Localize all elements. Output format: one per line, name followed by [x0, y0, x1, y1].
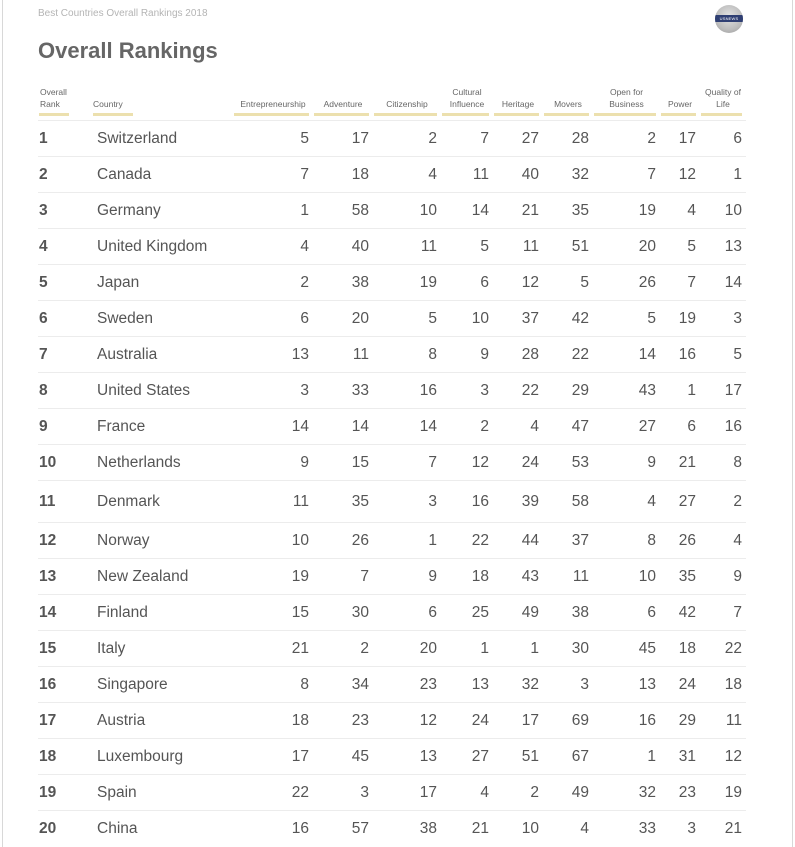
heritage-cell: 40 [493, 157, 543, 193]
country-cell: Canada [83, 157, 233, 193]
column-header-underline [494, 113, 539, 116]
rank-cell: 11 [38, 481, 83, 523]
cultural-influence-cell: 11 [441, 157, 493, 193]
entrepreneurship-cell: 13 [233, 337, 313, 373]
table-row [38, 337, 746, 373]
power-cell: 4 [660, 193, 700, 229]
movers-cell: 42 [543, 301, 593, 337]
table-row [38, 739, 746, 775]
country-cell: Australia [83, 337, 233, 373]
cultural-influence-cell: 18 [441, 559, 493, 595]
header-row [38, 80, 746, 121]
citizenship-cell: 13 [373, 739, 441, 775]
power-cell: 27 [660, 481, 700, 523]
entrepreneurship-cell: 8 [233, 667, 313, 703]
quality-of-life-cell: 19 [700, 775, 746, 811]
heritage-cell: 1 [493, 631, 543, 667]
rank-cell: 17 [38, 703, 83, 739]
adventure-cell: 14 [313, 409, 373, 445]
table-row [38, 667, 746, 703]
entrepreneurship-cell: 11 [233, 481, 313, 523]
citizenship-cell: 7 [373, 445, 441, 481]
adventure-cell: 17 [313, 121, 373, 157]
open-for-business-cell: 10 [593, 559, 660, 595]
table-row [38, 445, 746, 481]
power-cell: 31 [660, 739, 700, 775]
table-row [38, 595, 746, 631]
column-header-underline [234, 113, 309, 116]
adventure-cell: 2 [313, 631, 373, 667]
page-border-left [2, 0, 3, 847]
column-header-heritage [493, 80, 543, 121]
column-header-label: Movers [554, 99, 582, 109]
movers-cell: 4 [543, 811, 593, 847]
quality-of-life-cell: 21 [700, 811, 746, 847]
quality-of-life-cell: 13 [700, 229, 746, 265]
citizenship-cell: 17 [373, 775, 441, 811]
column-header-adventure [313, 80, 373, 121]
table-body [38, 121, 746, 847]
power-cell: 3 [660, 811, 700, 847]
table-row [38, 559, 746, 595]
column-header-underline [39, 113, 69, 116]
heritage-cell: 32 [493, 667, 543, 703]
column-header-cultural-influence [441, 80, 493, 121]
table-row [38, 157, 746, 193]
cultural-influence-cell: 12 [441, 445, 493, 481]
entrepreneurship-cell: 17 [233, 739, 313, 775]
power-cell: 17 [660, 121, 700, 157]
heritage-cell: 27 [493, 121, 543, 157]
power-cell: 16 [660, 337, 700, 373]
adventure-cell: 35 [313, 481, 373, 523]
entrepreneurship-cell: 3 [233, 373, 313, 409]
country-cell: France [83, 409, 233, 445]
rank-cell: 13 [38, 559, 83, 595]
country-cell: China [83, 811, 233, 847]
heritage-cell: 43 [493, 559, 543, 595]
open-for-business-cell: 6 [593, 595, 660, 631]
table-row [38, 229, 746, 265]
movers-cell: 38 [543, 595, 593, 631]
quality-of-life-cell: 4 [700, 523, 746, 559]
logo-band: USNEWS [715, 15, 743, 22]
heritage-cell: 24 [493, 445, 543, 481]
open-for-business-cell: 4 [593, 481, 660, 523]
open-for-business-cell: 8 [593, 523, 660, 559]
column-header-label: Power [667, 99, 693, 109]
entrepreneurship-cell: 2 [233, 265, 313, 301]
quality-of-life-cell: 6 [700, 121, 746, 157]
power-cell: 7 [660, 265, 700, 301]
country-cell: New Zealand [83, 559, 233, 595]
quality-of-life-cell: 12 [700, 739, 746, 775]
heritage-cell: 49 [493, 595, 543, 631]
power-cell: 6 [660, 409, 700, 445]
entrepreneurship-cell: 4 [233, 229, 313, 265]
table-row [38, 193, 746, 229]
cultural-influence-cell: 7 [441, 121, 493, 157]
table-row [38, 373, 746, 409]
rank-cell: 12 [38, 523, 83, 559]
entrepreneurship-cell: 9 [233, 445, 313, 481]
citizenship-cell: 10 [373, 193, 441, 229]
entrepreneurship-cell: 16 [233, 811, 313, 847]
table-row [38, 523, 746, 559]
entrepreneurship-cell: 10 [233, 523, 313, 559]
adventure-cell: 30 [313, 595, 373, 631]
cultural-influence-cell: 24 [441, 703, 493, 739]
citizenship-cell: 16 [373, 373, 441, 409]
quality-of-life-cell: 3 [700, 301, 746, 337]
cultural-influence-cell: 21 [441, 811, 493, 847]
power-cell: 24 [660, 667, 700, 703]
movers-cell: 29 [543, 373, 593, 409]
cultural-influence-cell: 4 [441, 775, 493, 811]
adventure-cell: 7 [313, 559, 373, 595]
rank-cell: 19 [38, 775, 83, 811]
adventure-cell: 58 [313, 193, 373, 229]
quality-of-life-cell: 7 [700, 595, 746, 631]
heritage-cell: 37 [493, 301, 543, 337]
open-for-business-cell: 1 [593, 739, 660, 775]
adventure-cell: 57 [313, 811, 373, 847]
country-cell: Switzerland [83, 121, 233, 157]
country-cell: Japan [83, 265, 233, 301]
table-row [38, 409, 746, 445]
citizenship-cell: 38 [373, 811, 441, 847]
entrepreneurship-cell: 1 [233, 193, 313, 229]
rank-cell: 4 [38, 229, 83, 265]
open-for-business-cell: 14 [593, 337, 660, 373]
heritage-cell: 51 [493, 739, 543, 775]
entrepreneurship-cell: 7 [233, 157, 313, 193]
column-header-entrepreneurship [233, 80, 313, 121]
power-cell: 12 [660, 157, 700, 193]
country-cell: Netherlands [83, 445, 233, 481]
country-cell: Luxembourg [83, 739, 233, 775]
entrepreneurship-cell: 18 [233, 703, 313, 739]
column-header-label: Country [93, 99, 123, 109]
table-row [38, 265, 746, 301]
citizenship-cell: 20 [373, 631, 441, 667]
page-subtitle: Best Countries Overall Rankings 2018 [38, 8, 208, 19]
open-for-business-cell: 45 [593, 631, 660, 667]
heritage-cell: 44 [493, 523, 543, 559]
movers-cell: 67 [543, 739, 593, 775]
quality-of-life-cell: 8 [700, 445, 746, 481]
rank-cell: 18 [38, 739, 83, 775]
rank-cell: 15 [38, 631, 83, 667]
rank-cell: 5 [38, 265, 83, 301]
quality-of-life-cell: 1 [700, 157, 746, 193]
column-header-country [83, 80, 233, 121]
open-for-business-cell: 20 [593, 229, 660, 265]
column-header-underline [93, 113, 133, 116]
power-cell: 21 [660, 445, 700, 481]
heritage-cell: 28 [493, 337, 543, 373]
table-row [38, 301, 746, 337]
column-header-underline [544, 113, 589, 116]
quality-of-life-cell: 2 [700, 481, 746, 523]
cultural-influence-cell: 5 [441, 229, 493, 265]
cultural-influence-cell: 16 [441, 481, 493, 523]
rank-cell: 14 [38, 595, 83, 631]
power-cell: 29 [660, 703, 700, 739]
citizenship-cell: 2 [373, 121, 441, 157]
heritage-cell: 12 [493, 265, 543, 301]
cultural-influence-cell: 3 [441, 373, 493, 409]
column-header-label: Adventure [323, 99, 363, 109]
movers-cell: 37 [543, 523, 593, 559]
column-header-underline [661, 113, 696, 116]
country-cell: Singapore [83, 667, 233, 703]
movers-cell: 28 [543, 121, 593, 157]
citizenship-cell: 12 [373, 703, 441, 739]
column-header-open-for-business [593, 80, 660, 121]
citizenship-cell: 3 [373, 481, 441, 523]
page-title: Overall Rankings [38, 38, 218, 63]
movers-cell: 22 [543, 337, 593, 373]
country-cell: United Kingdom [83, 229, 233, 265]
country-cell: Italy [83, 631, 233, 667]
quality-of-life-cell: 17 [700, 373, 746, 409]
movers-cell: 32 [543, 157, 593, 193]
power-cell: 19 [660, 301, 700, 337]
column-header-underline [374, 113, 437, 116]
heritage-cell: 17 [493, 703, 543, 739]
open-for-business-cell: 33 [593, 811, 660, 847]
adventure-cell: 45 [313, 739, 373, 775]
citizenship-cell: 6 [373, 595, 441, 631]
page-border-right [792, 0, 793, 847]
open-for-business-cell: 26 [593, 265, 660, 301]
adventure-cell: 40 [313, 229, 373, 265]
citizenship-cell: 23 [373, 667, 441, 703]
quality-of-life-cell: 14 [700, 265, 746, 301]
entrepreneurship-cell: 15 [233, 595, 313, 631]
rank-cell: 3 [38, 193, 83, 229]
power-cell: 23 [660, 775, 700, 811]
power-cell: 42 [660, 595, 700, 631]
quality-of-life-cell: 5 [700, 337, 746, 373]
movers-cell: 69 [543, 703, 593, 739]
adventure-cell: 11 [313, 337, 373, 373]
rank-cell: 10 [38, 445, 83, 481]
table-row [38, 811, 746, 847]
power-cell: 1 [660, 373, 700, 409]
rank-cell: 9 [38, 409, 83, 445]
quality-of-life-cell: 22 [700, 631, 746, 667]
citizenship-cell: 19 [373, 265, 441, 301]
open-for-business-cell: 2 [593, 121, 660, 157]
rank-cell: 6 [38, 301, 83, 337]
country-cell: Finland [83, 595, 233, 631]
adventure-cell: 33 [313, 373, 373, 409]
country-cell: Germany [83, 193, 233, 229]
citizenship-cell: 8 [373, 337, 441, 373]
power-cell: 35 [660, 559, 700, 595]
rank-cell: 1 [38, 121, 83, 157]
country-cell: United States [83, 373, 233, 409]
adventure-cell: 3 [313, 775, 373, 811]
cultural-influence-cell: 6 [441, 265, 493, 301]
open-for-business-cell: 9 [593, 445, 660, 481]
citizenship-cell: 5 [373, 301, 441, 337]
column-header-label: Cultural Influence [449, 87, 485, 109]
cultural-influence-cell: 10 [441, 301, 493, 337]
column-header-citizenship [373, 80, 441, 121]
column-header-label: Overall Rank [40, 87, 67, 109]
quality-of-life-cell: 16 [700, 409, 746, 445]
movers-cell: 5 [543, 265, 593, 301]
rankings-table [38, 80, 746, 846]
adventure-cell: 20 [313, 301, 373, 337]
entrepreneurship-cell: 22 [233, 775, 313, 811]
power-cell: 5 [660, 229, 700, 265]
column-header-movers [543, 80, 593, 121]
movers-cell: 51 [543, 229, 593, 265]
adventure-cell: 34 [313, 667, 373, 703]
rank-cell: 8 [38, 373, 83, 409]
rank-cell: 20 [38, 811, 83, 847]
table-row [38, 703, 746, 739]
country-cell: Sweden [83, 301, 233, 337]
open-for-business-cell: 32 [593, 775, 660, 811]
movers-cell: 47 [543, 409, 593, 445]
heritage-cell: 11 [493, 229, 543, 265]
movers-cell: 30 [543, 631, 593, 667]
rank-cell: 7 [38, 337, 83, 373]
open-for-business-cell: 19 [593, 193, 660, 229]
column-header-underline [594, 113, 656, 116]
adventure-cell: 26 [313, 523, 373, 559]
open-for-business-cell: 43 [593, 373, 660, 409]
heritage-cell: 39 [493, 481, 543, 523]
cultural-influence-cell: 1 [441, 631, 493, 667]
column-header-quality-of-life [700, 80, 746, 121]
adventure-cell: 23 [313, 703, 373, 739]
rank-cell: 16 [38, 667, 83, 703]
cultural-influence-cell: 9 [441, 337, 493, 373]
country-cell: Spain [83, 775, 233, 811]
heritage-cell: 22 [493, 373, 543, 409]
entrepreneurship-cell: 14 [233, 409, 313, 445]
citizenship-cell: 9 [373, 559, 441, 595]
entrepreneurship-cell: 6 [233, 301, 313, 337]
cultural-influence-cell: 13 [441, 667, 493, 703]
table-row [38, 631, 746, 667]
adventure-cell: 38 [313, 265, 373, 301]
entrepreneurship-cell: 21 [233, 631, 313, 667]
table-row [38, 481, 746, 523]
open-for-business-cell: 5 [593, 301, 660, 337]
quality-of-life-cell: 10 [700, 193, 746, 229]
adventure-cell: 15 [313, 445, 373, 481]
quality-of-life-cell: 9 [700, 559, 746, 595]
cultural-influence-cell: 25 [441, 595, 493, 631]
column-header-label: Quality of Life [705, 87, 741, 109]
heritage-cell: 4 [493, 409, 543, 445]
citizenship-cell: 1 [373, 523, 441, 559]
rank-cell: 2 [38, 157, 83, 193]
country-cell: Norway [83, 523, 233, 559]
heritage-cell: 2 [493, 775, 543, 811]
cultural-influence-cell: 14 [441, 193, 493, 229]
heritage-cell: 21 [493, 193, 543, 229]
citizenship-cell: 14 [373, 409, 441, 445]
column-header-overall-rank [38, 80, 83, 121]
entrepreneurship-cell: 5 [233, 121, 313, 157]
movers-cell: 35 [543, 193, 593, 229]
column-header-label: Entrepreneurship [240, 99, 306, 109]
citizenship-cell: 4 [373, 157, 441, 193]
quality-of-life-cell: 18 [700, 667, 746, 703]
power-cell: 18 [660, 631, 700, 667]
table-row [38, 121, 746, 157]
logo-icon [715, 5, 743, 33]
quality-of-life-cell: 11 [700, 703, 746, 739]
table-row [38, 775, 746, 811]
column-header-underline [314, 113, 369, 116]
open-for-business-cell: 16 [593, 703, 660, 739]
movers-cell: 49 [543, 775, 593, 811]
movers-cell: 11 [543, 559, 593, 595]
movers-cell: 3 [543, 667, 593, 703]
entrepreneurship-cell: 19 [233, 559, 313, 595]
column-header-underline [442, 113, 489, 116]
movers-cell: 58 [543, 481, 593, 523]
column-header-power [660, 80, 700, 121]
power-cell: 26 [660, 523, 700, 559]
cultural-influence-cell: 22 [441, 523, 493, 559]
open-for-business-cell: 7 [593, 157, 660, 193]
open-for-business-cell: 27 [593, 409, 660, 445]
column-header-label: Heritage [501, 99, 535, 109]
cultural-influence-cell: 27 [441, 739, 493, 775]
cultural-influence-cell: 2 [441, 409, 493, 445]
movers-cell: 53 [543, 445, 593, 481]
country-cell: Austria [83, 703, 233, 739]
heritage-cell: 10 [493, 811, 543, 847]
citizenship-cell: 11 [373, 229, 441, 265]
column-header-underline [701, 113, 742, 116]
column-header-label: Citizenship [386, 99, 428, 109]
open-for-business-cell: 13 [593, 667, 660, 703]
column-header-label: Open for Business [609, 87, 644, 109]
adventure-cell: 18 [313, 157, 373, 193]
country-cell: Denmark [83, 481, 233, 523]
